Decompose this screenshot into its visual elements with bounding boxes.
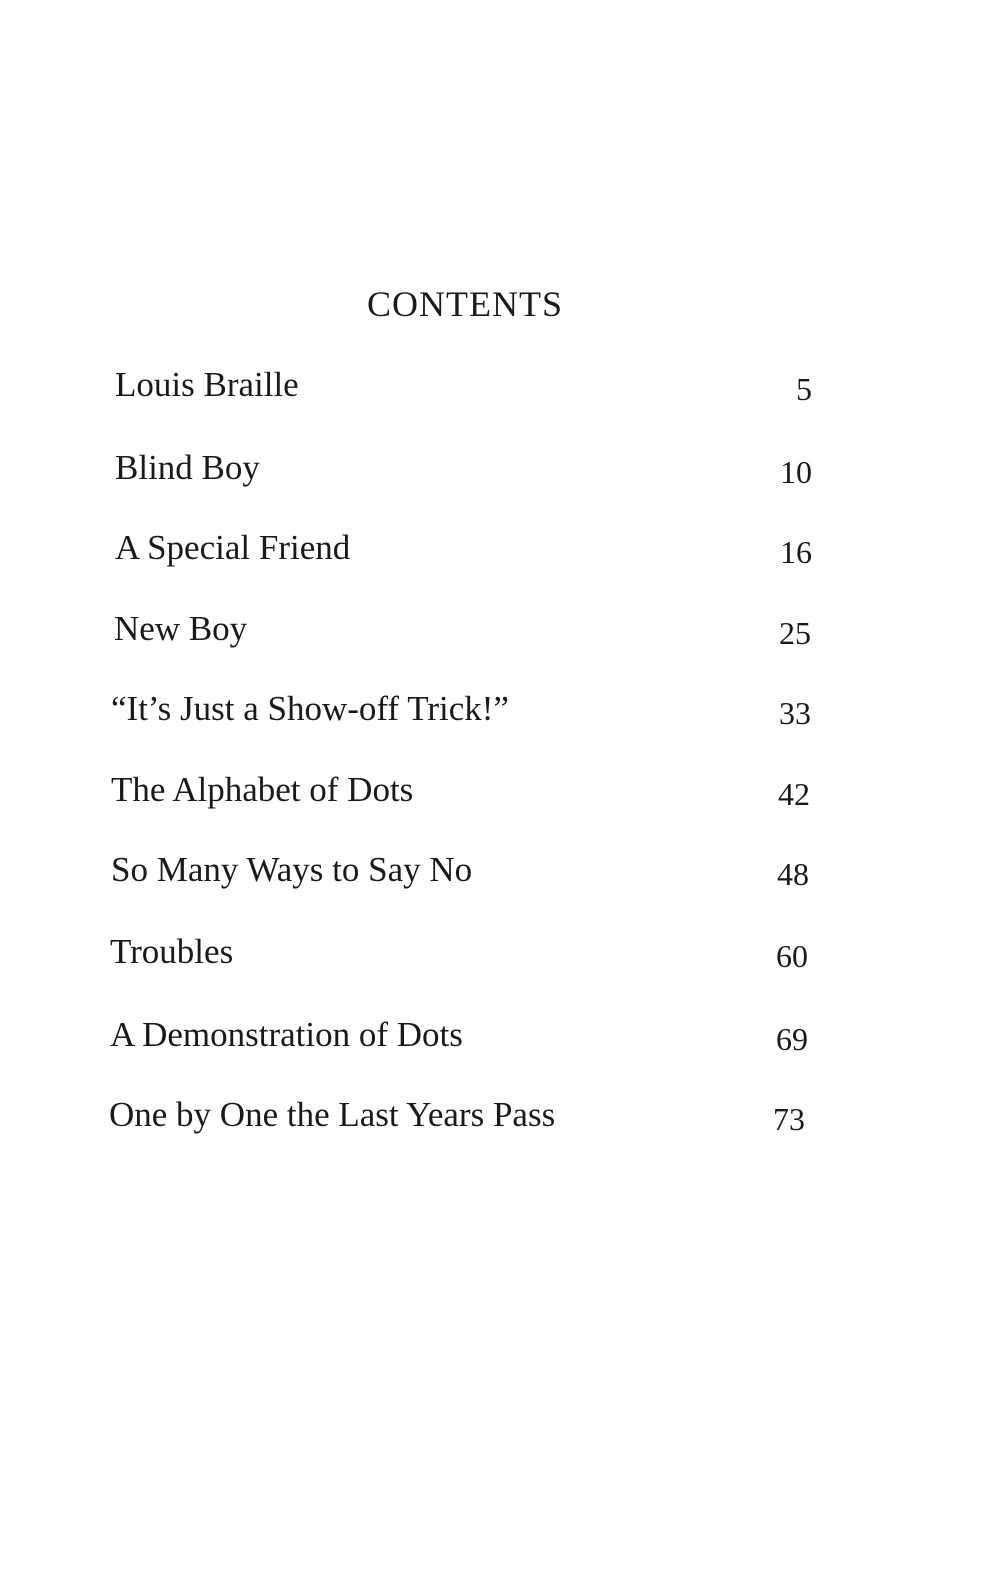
chapter-title: Louis Braille bbox=[115, 365, 299, 404]
chapter-page-number: 48 bbox=[777, 856, 809, 892]
chapter-page-number: 25 bbox=[779, 615, 811, 651]
chapter-page-number: 10 bbox=[780, 454, 812, 490]
chapter-title: A Special Friend bbox=[115, 528, 351, 567]
chapter-page-number: 33 bbox=[779, 695, 811, 731]
chapter-page-number: 73 bbox=[773, 1101, 805, 1137]
chapter-title: New Boy bbox=[114, 609, 248, 648]
chapter-page-number: 5 bbox=[796, 371, 812, 407]
chapter-title: A Demonstration of Dots bbox=[110, 1015, 463, 1054]
chapter-page-number: 16 bbox=[780, 534, 812, 570]
chapter-page-number: 60 bbox=[776, 938, 808, 974]
chapter-title: So Many Ways to Say No bbox=[111, 850, 473, 889]
contents-heading: CONTENTS bbox=[367, 284, 563, 324]
chapter-title: Troubles bbox=[110, 932, 234, 971]
chapter-title: The Alphabet of Dots bbox=[111, 770, 414, 809]
chapter-title: “It’s Just a Show-off Trick!” bbox=[111, 689, 509, 728]
chapter-title: One by One the Last Years Pass bbox=[109, 1095, 556, 1134]
chapter-page-number: 42 bbox=[778, 776, 810, 812]
chapter-page-number: 69 bbox=[776, 1021, 808, 1057]
chapter-title: Blind Boy bbox=[115, 448, 260, 487]
